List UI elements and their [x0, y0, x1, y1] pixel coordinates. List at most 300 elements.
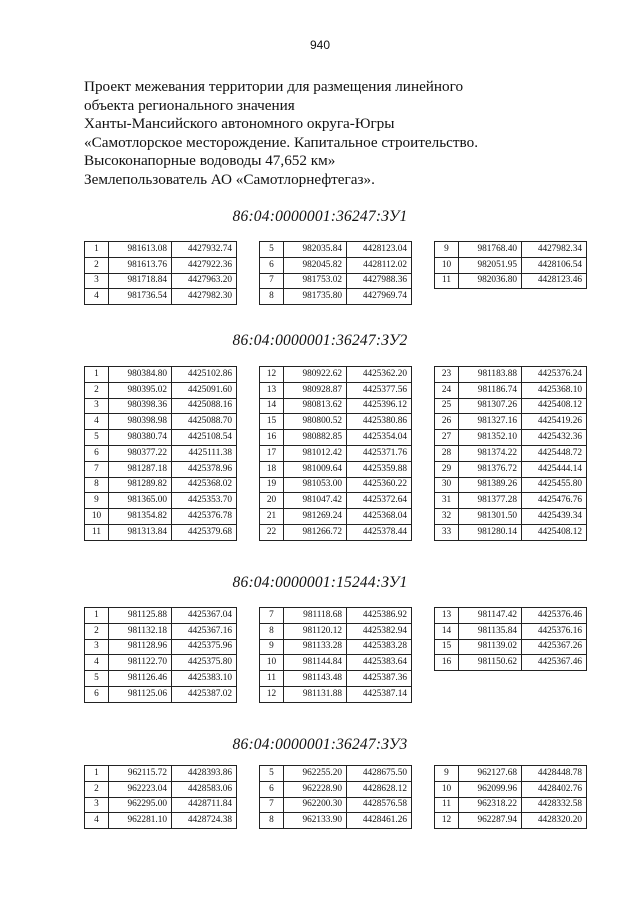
- coord-y: 4425353.70: [172, 493, 237, 509]
- table-row: [85, 623, 237, 639]
- table-row: [435, 797, 587, 813]
- coord-y: 4425088.16: [172, 398, 237, 414]
- table-row: [435, 477, 587, 493]
- coord-x: 981376.72: [459, 461, 522, 477]
- coord-x: 981135.84: [459, 623, 522, 639]
- coord-y: 4428448.78: [522, 766, 587, 782]
- coord-x: 981144.84: [284, 655, 347, 671]
- point-number: 4: [85, 289, 109, 305]
- point-number: 13: [435, 608, 459, 624]
- point-number: 7: [260, 797, 284, 813]
- table-row: [435, 414, 587, 430]
- point-number: 5: [85, 671, 109, 687]
- coord-y: 4425383.64: [347, 655, 412, 671]
- table-row: [85, 242, 237, 258]
- table-row: [260, 289, 412, 305]
- coord-x: 981301.50: [459, 509, 522, 525]
- coord-x: 981118.68: [284, 608, 347, 624]
- coordinate-table: [84, 765, 237, 829]
- coord-x: 962115.72: [109, 766, 172, 782]
- coord-x: 962223.04: [109, 781, 172, 797]
- table-row: [435, 367, 587, 383]
- coord-x: 962200.30: [284, 797, 347, 813]
- point-number: 16: [435, 655, 459, 671]
- coord-x: 962287.94: [459, 813, 522, 829]
- point-number: 13: [260, 382, 284, 398]
- coord-y: 4428402.76: [522, 781, 587, 797]
- coord-x: 981132.18: [109, 623, 172, 639]
- coord-x: 980395.02: [109, 382, 172, 398]
- coord-y: 4425354.04: [347, 430, 412, 446]
- coord-x: 962318.22: [459, 797, 522, 813]
- point-number: 3: [85, 639, 109, 655]
- table-row: [435, 273, 587, 289]
- coord-x: 980813.62: [284, 398, 347, 414]
- coord-y: 4425383.10: [172, 671, 237, 687]
- coord-y: 4428675.50: [347, 766, 412, 782]
- table-row: [435, 608, 587, 624]
- coord-x: 962099.96: [459, 781, 522, 797]
- point-number: 12: [435, 813, 459, 829]
- coord-x: 981053.00: [284, 477, 347, 493]
- point-number: 8: [260, 289, 284, 305]
- point-number: 12: [260, 367, 284, 383]
- coord-y: 4428112.02: [347, 257, 412, 273]
- coordinate-table: [259, 366, 412, 541]
- table-row: [260, 273, 412, 289]
- point-number: 4: [85, 813, 109, 829]
- point-number: 6: [260, 257, 284, 273]
- point-number: 9: [435, 242, 459, 258]
- coord-x: 981143.48: [284, 671, 347, 687]
- coord-y: 4425368.10: [522, 382, 587, 398]
- coord-y: 4427982.34: [522, 242, 587, 258]
- coord-x: 981307.26: [459, 398, 522, 414]
- coord-x: 980882.85: [284, 430, 347, 446]
- point-number: 5: [85, 430, 109, 446]
- table-row: [260, 524, 412, 540]
- title-line: Землепользователь АО «Самотлорнефтегаз».: [84, 170, 375, 188]
- coord-x: 981718.84: [109, 273, 172, 289]
- table-row: [260, 398, 412, 414]
- table-row: [85, 655, 237, 671]
- coordinate-table: [259, 241, 412, 305]
- coord-y: 4428628.12: [347, 781, 412, 797]
- point-number: 9: [435, 766, 459, 782]
- table-row: [260, 781, 412, 797]
- table-row: [85, 766, 237, 782]
- table-row: [260, 445, 412, 461]
- table-row: [85, 686, 237, 702]
- coord-x: 981313.84: [109, 524, 172, 540]
- point-number: 21: [260, 509, 284, 525]
- point-number: 3: [85, 398, 109, 414]
- table-row: [85, 367, 237, 383]
- table-row: [435, 398, 587, 414]
- point-number: 8: [260, 813, 284, 829]
- point-number: 2: [85, 257, 109, 273]
- table-row: [260, 367, 412, 383]
- coord-x: 980398.36: [109, 398, 172, 414]
- coord-y: 4425408.12: [522, 524, 587, 540]
- table-row: [85, 382, 237, 398]
- table-row: [85, 509, 237, 525]
- coordinate-table: [434, 366, 587, 541]
- table-row: [85, 289, 237, 305]
- table-row: [260, 639, 412, 655]
- point-number: 3: [85, 273, 109, 289]
- table-row: [85, 398, 237, 414]
- coord-y: 4425382.94: [347, 623, 412, 639]
- coord-x: 981183.88: [459, 367, 522, 383]
- coord-y: 4427988.36: [347, 273, 412, 289]
- point-number: 23: [435, 367, 459, 383]
- table-row: [435, 766, 587, 782]
- point-number: 19: [260, 477, 284, 493]
- point-number: 7: [260, 608, 284, 624]
- table-row: [260, 509, 412, 525]
- point-number: 2: [85, 382, 109, 398]
- table-row: [260, 493, 412, 509]
- section-heading: 86:04:0000001:36247:ЗУ2: [232, 332, 408, 349]
- title-line: Проект межевания территории для размещения линейного: [84, 78, 464, 95]
- coordinate-table: [84, 366, 237, 541]
- coord-y: 4425360.22: [347, 477, 412, 493]
- coord-x: 981613.76: [109, 257, 172, 273]
- coord-x: 980800.52: [284, 414, 347, 430]
- point-number: 11: [435, 797, 459, 813]
- point-number: 3: [85, 797, 109, 813]
- point-number: 29: [435, 461, 459, 477]
- coord-y: 4425383.28: [347, 639, 412, 655]
- coord-x: 980922.62: [284, 367, 347, 383]
- coord-y: 4425448.72: [522, 445, 587, 461]
- coord-x: 981374.22: [459, 445, 522, 461]
- point-number: 2: [85, 781, 109, 797]
- coord-x: 981613.08: [109, 242, 172, 258]
- coord-y: 4425387.02: [172, 686, 237, 702]
- point-number: 7: [260, 273, 284, 289]
- coord-y: 4428461.26: [347, 813, 412, 829]
- table-row: [85, 445, 237, 461]
- coord-x: 982035.84: [284, 242, 347, 258]
- table-row: [260, 257, 412, 273]
- coord-y: 4427982.30: [172, 289, 237, 305]
- coordinate-table: [434, 241, 587, 289]
- coord-y: 4425376.16: [522, 623, 587, 639]
- point-number: 27: [435, 430, 459, 446]
- coord-y: 4425359.88: [347, 461, 412, 477]
- coord-y: 4425378.44: [347, 524, 412, 540]
- point-number: 1: [85, 608, 109, 624]
- coord-x: 981133.28: [284, 639, 347, 655]
- coord-x: 980398.98: [109, 414, 172, 430]
- section-heading: 86:04:0000001:15244:ЗУ1: [232, 574, 408, 591]
- table-row: [85, 797, 237, 813]
- table-row: [260, 382, 412, 398]
- coord-y: 4425102.86: [172, 367, 237, 383]
- table-row: [85, 671, 237, 687]
- coord-y: 4425362.20: [347, 367, 412, 383]
- table-row: [85, 639, 237, 655]
- coord-y: 4425419.26: [522, 414, 587, 430]
- table-row: [85, 273, 237, 289]
- coord-x: 981269.24: [284, 509, 347, 525]
- coord-y: 4427932.74: [172, 242, 237, 258]
- point-number: 32: [435, 509, 459, 525]
- coord-y: 4425439.34: [522, 509, 587, 525]
- coord-y: 4425396.12: [347, 398, 412, 414]
- coord-y: 4425372.64: [347, 493, 412, 509]
- table-row: [260, 797, 412, 813]
- coord-y: 4425375.96: [172, 639, 237, 655]
- coord-x: 980928.87: [284, 382, 347, 398]
- point-number: 10: [435, 257, 459, 273]
- coord-x: 982045.82: [284, 257, 347, 273]
- point-number: 30: [435, 477, 459, 493]
- coord-x: 981289.82: [109, 477, 172, 493]
- point-number: 14: [260, 398, 284, 414]
- coord-x: 981280.14: [459, 524, 522, 540]
- coord-x: 981125.88: [109, 608, 172, 624]
- table-row: [85, 477, 237, 493]
- coord-y: 4425444.14: [522, 461, 587, 477]
- coord-x: 981354.82: [109, 509, 172, 525]
- point-number: 1: [85, 766, 109, 782]
- coord-y: 4425378.96: [172, 461, 237, 477]
- coord-y: 4425368.02: [172, 477, 237, 493]
- coordinate-table: [434, 607, 587, 671]
- coord-y: 4425377.56: [347, 382, 412, 398]
- coord-y: 4427969.74: [347, 289, 412, 305]
- table-row: [260, 430, 412, 446]
- point-number: 5: [260, 242, 284, 258]
- coord-x: 981352.10: [459, 430, 522, 446]
- coordinate-table: [434, 765, 587, 829]
- coord-x: 981009.64: [284, 461, 347, 477]
- table-row: [85, 257, 237, 273]
- point-number: 28: [435, 445, 459, 461]
- coord-x: 981735.80: [284, 289, 347, 305]
- coord-y: 4425367.26: [522, 639, 587, 655]
- point-number: 4: [85, 414, 109, 430]
- table-row: [260, 623, 412, 639]
- coord-y: 4428320.20: [522, 813, 587, 829]
- table-row: [435, 461, 587, 477]
- point-number: 7: [85, 461, 109, 477]
- title-line: «Самотлорское месторождение. Капитальное строительство.: [84, 133, 478, 151]
- point-number: 1: [85, 242, 109, 258]
- point-number: 16: [260, 430, 284, 446]
- coord-y: 4425376.78: [172, 509, 237, 525]
- table-row: [435, 813, 587, 829]
- document-title: [84, 78, 604, 190]
- coord-y: 4425455.80: [522, 477, 587, 493]
- coord-y: 4425111.38: [172, 445, 237, 461]
- coord-x: 981287.18: [109, 461, 172, 477]
- table-row: [435, 509, 587, 525]
- table-row: [435, 655, 587, 671]
- point-number: 8: [260, 623, 284, 639]
- coord-y: 4425091.60: [172, 382, 237, 398]
- coord-x: 981131.88: [284, 686, 347, 702]
- title-line: объекта регионального значения: [84, 96, 295, 114]
- coord-x: 981327.16: [459, 414, 522, 430]
- coord-y: 4425367.16: [172, 623, 237, 639]
- coord-y: 4428393.86: [172, 766, 237, 782]
- point-number: 33: [435, 524, 459, 540]
- point-number: 10: [85, 509, 109, 525]
- point-number: 5: [260, 766, 284, 782]
- table-row: [260, 477, 412, 493]
- table-row: [435, 445, 587, 461]
- coord-x: 981122.70: [109, 655, 172, 671]
- point-number: 25: [435, 398, 459, 414]
- table-row: [435, 524, 587, 540]
- coord-y: 4425368.04: [347, 509, 412, 525]
- coord-y: 4425380.86: [347, 414, 412, 430]
- point-number: 15: [260, 414, 284, 430]
- coord-y: 4428332.58: [522, 797, 587, 813]
- table-row: [260, 686, 412, 702]
- point-number: 6: [85, 445, 109, 461]
- table-row: [260, 242, 412, 258]
- point-number: 12: [260, 686, 284, 702]
- table-row: [260, 655, 412, 671]
- point-number: 11: [260, 671, 284, 687]
- table-row: [85, 493, 237, 509]
- coord-x: 981389.26: [459, 477, 522, 493]
- table-row: [85, 608, 237, 624]
- point-number: 9: [85, 493, 109, 509]
- coordinate-table: [84, 241, 237, 305]
- coord-x: 981139.02: [459, 639, 522, 655]
- coordinate-table: [259, 765, 412, 829]
- coord-y: 4428583.06: [172, 781, 237, 797]
- table-row: [260, 766, 412, 782]
- point-number: 24: [435, 382, 459, 398]
- table-row: [85, 813, 237, 829]
- table-row: [85, 461, 237, 477]
- table-row: [85, 781, 237, 797]
- coord-y: 4425386.92: [347, 608, 412, 624]
- point-number: 17: [260, 445, 284, 461]
- coordinate-table: [259, 607, 412, 703]
- coord-y: 4425408.12: [522, 398, 587, 414]
- coord-x: 962295.00: [109, 797, 172, 813]
- point-number: 20: [260, 493, 284, 509]
- coord-x: 982051.95: [459, 257, 522, 273]
- point-number: 1: [85, 367, 109, 383]
- coord-y: 4428711.84: [172, 797, 237, 813]
- coord-x: 962133.90: [284, 813, 347, 829]
- table-row: [435, 623, 587, 639]
- table-row: [260, 671, 412, 687]
- coord-y: 4425379.68: [172, 524, 237, 540]
- point-number: 10: [260, 655, 284, 671]
- coord-x: 980377.22: [109, 445, 172, 461]
- table-row: [260, 813, 412, 829]
- title-line: Высоконапорные водоводы 47,652 км»: [84, 152, 336, 170]
- point-number: 22: [260, 524, 284, 540]
- coord-y: 4425108.54: [172, 430, 237, 446]
- point-number: 26: [435, 414, 459, 430]
- table-row: [435, 382, 587, 398]
- coord-x: 981125.06: [109, 686, 172, 702]
- table-row: [435, 639, 587, 655]
- coord-x: 980380.74: [109, 430, 172, 446]
- point-number: 18: [260, 461, 284, 477]
- point-number: 4: [85, 655, 109, 671]
- coord-y: 4425375.80: [172, 655, 237, 671]
- section-heading: 86:04:0000001:36247:ЗУ1: [232, 208, 408, 225]
- coord-x: 981150.62: [459, 655, 522, 671]
- coord-x: 981365.00: [109, 493, 172, 509]
- coord-y: 4425387.36: [347, 671, 412, 687]
- table-row: [435, 257, 587, 273]
- table-row: [435, 781, 587, 797]
- table-row: [435, 242, 587, 258]
- coord-y: 4427922.36: [172, 257, 237, 273]
- coord-y: 4425476.76: [522, 493, 587, 509]
- coord-x: 982036.80: [459, 273, 522, 289]
- table-row: [85, 430, 237, 446]
- coord-x: 981186.74: [459, 382, 522, 398]
- coord-x: 981377.28: [459, 493, 522, 509]
- coord-y: 4425371.76: [347, 445, 412, 461]
- point-number: 31: [435, 493, 459, 509]
- table-row: [260, 461, 412, 477]
- coord-x: 981012.42: [284, 445, 347, 461]
- table-row: [85, 414, 237, 430]
- coord-x: 962281.10: [109, 813, 172, 829]
- point-number: 6: [85, 686, 109, 702]
- section-heading: 86:04:0000001:36247:ЗУ3: [232, 736, 408, 753]
- coord-x: 981266.72: [284, 524, 347, 540]
- coord-y: 4428106.54: [522, 257, 587, 273]
- coord-x: 981047.42: [284, 493, 347, 509]
- coord-y: 4427963.20: [172, 273, 237, 289]
- coord-x: 962127.68: [459, 766, 522, 782]
- table-row: [435, 493, 587, 509]
- coord-x: 981736.54: [109, 289, 172, 305]
- coord-y: 4428576.58: [347, 797, 412, 813]
- coordinate-table: [84, 607, 237, 703]
- point-number: 11: [435, 273, 459, 289]
- coord-x: 980384.80: [109, 367, 172, 383]
- point-number: 8: [85, 477, 109, 493]
- coord-y: 4428123.04: [347, 242, 412, 258]
- coord-x: 981120.12: [284, 623, 347, 639]
- point-number: 2: [85, 623, 109, 639]
- coord-x: 981753.02: [284, 273, 347, 289]
- table-row: [260, 608, 412, 624]
- point-number: 11: [85, 524, 109, 540]
- coord-x: 981128.96: [109, 639, 172, 655]
- title-line: Ханты-Мансийского автономного округа-Югры: [84, 115, 395, 133]
- coord-x: 962255.20: [284, 766, 347, 782]
- coord-y: 4425367.46: [522, 655, 587, 671]
- coord-y: 4425376.46: [522, 608, 587, 624]
- coord-x: 981126.46: [109, 671, 172, 687]
- point-number: 6: [260, 781, 284, 797]
- point-number: 9: [260, 639, 284, 655]
- coord-y: 4428123.46: [522, 273, 587, 289]
- coord-x: 981147.42: [459, 608, 522, 624]
- point-number: 10: [435, 781, 459, 797]
- coord-y: 4425387.14: [347, 686, 412, 702]
- coord-x: 981768.40: [459, 242, 522, 258]
